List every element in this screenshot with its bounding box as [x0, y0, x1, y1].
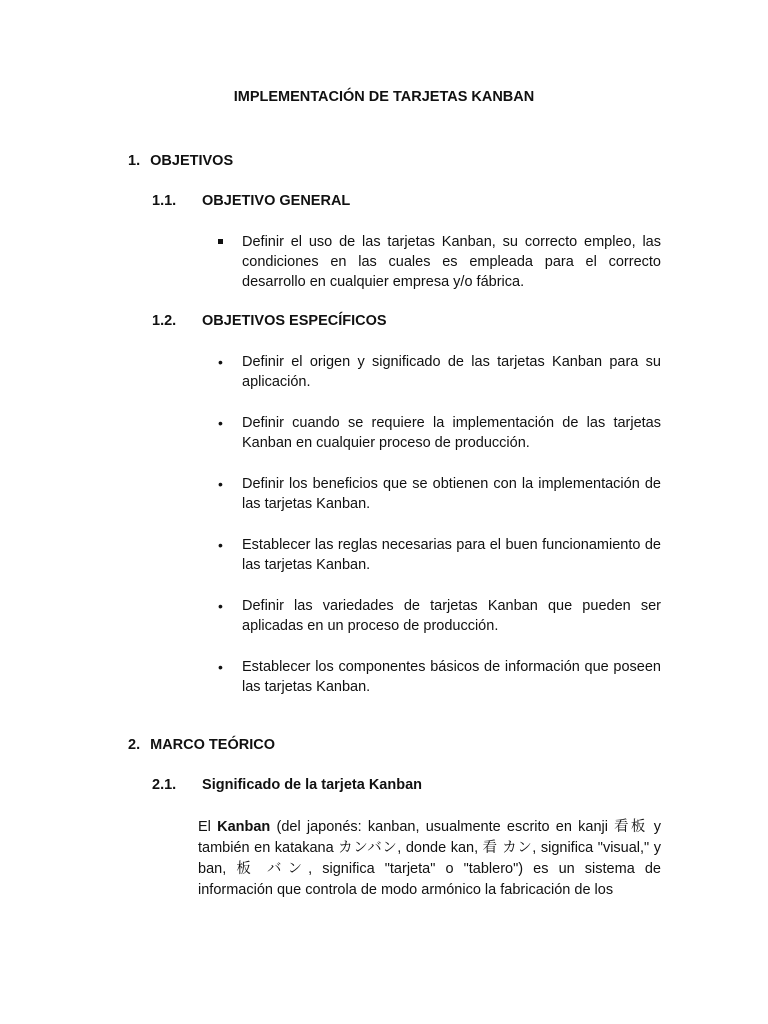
round-bullet-icon: •: [218, 537, 223, 553]
paragraph-body: (del japonés: kanban, usualmente escrito en kanji 看板 y también en katakana カンバン, donde kan, 看 カン, significa "visual," y ban, 板 バン, significa "tarjeta" o "tablero") es un sistema de información que controla de modo armónico la fabricación de los: [198, 819, 661, 898]
subsection-1-1-heading: [152, 193, 350, 209]
subsection-2-1-title: Significado de la tarjeta Kanban: [202, 777, 422, 793]
section-1-title: OBJETIVOS: [150, 153, 234, 169]
subsection-1-1-number: 1.1.: [152, 193, 177, 209]
specific-objective-item: Establecer las reglas necesarias para el buen funcionamiento de las tarjetas Kanban.: [242, 537, 661, 573]
round-bullet-icon: •: [218, 415, 223, 431]
specific-objective-item: Definir cuando se requiere la implementación de las tarjetas Kanban en cualquier proceso de producción.: [242, 415, 661, 451]
general-objective-item: Definir el uso de las tarjetas Kanban, su correcto empleo, las condiciones en las cuales es empleada para el correcto desarrollo en cualquier empresa y/o fábrica.: [242, 234, 661, 290]
document-title: IMPLEMENTACIÓN DE TARJETAS KANBAN: [233, 89, 535, 105]
paragraph-lead: El: [198, 819, 218, 835]
subsection-1-2-title: OBJETIVOS ESPECÍFICOS: [202, 313, 387, 329]
specific-objective-item: Establecer los componentes básicos de información que poseen las tarjetas Kanban.: [242, 659, 661, 695]
subsection-1-2-heading: [152, 313, 387, 329]
section-2-heading: [128, 737, 275, 753]
section-1-number: 1.: [128, 153, 141, 169]
round-bullet-icon: •: [218, 598, 223, 614]
square-bullet-icon: [218, 232, 223, 252]
subsection-1-2-number: 1.2.: [152, 313, 177, 329]
kanban-definition-paragraph: [198, 817, 661, 901]
specific-objective-item: Definir las variedades de tarjetas Kanban que pueden ser aplicadas en un proceso de producción.: [242, 598, 661, 634]
section-1-heading: [128, 153, 233, 169]
subsection-1-1-title: OBJETIVO GENERAL: [202, 193, 351, 209]
section-2-number: 2.: [128, 737, 141, 753]
subsection-2-1-heading: [152, 777, 422, 793]
round-bullet-icon: •: [218, 354, 223, 370]
round-bullet-icon: •: [218, 659, 223, 675]
section-2-title: MARCO TEÓRICO: [150, 737, 275, 753]
kanban-term: Kanban: [217, 819, 271, 835]
round-bullet-icon: •: [218, 476, 223, 492]
specific-objective-item: Definir el origen y significado de las tarjetas Kanban para su aplicación.: [242, 354, 661, 390]
subsection-2-1-number: 2.1.: [152, 777, 177, 793]
specific-objective-item: Definir los beneficios que se obtienen con la implementación de las tarjetas Kanban.: [242, 476, 661, 512]
